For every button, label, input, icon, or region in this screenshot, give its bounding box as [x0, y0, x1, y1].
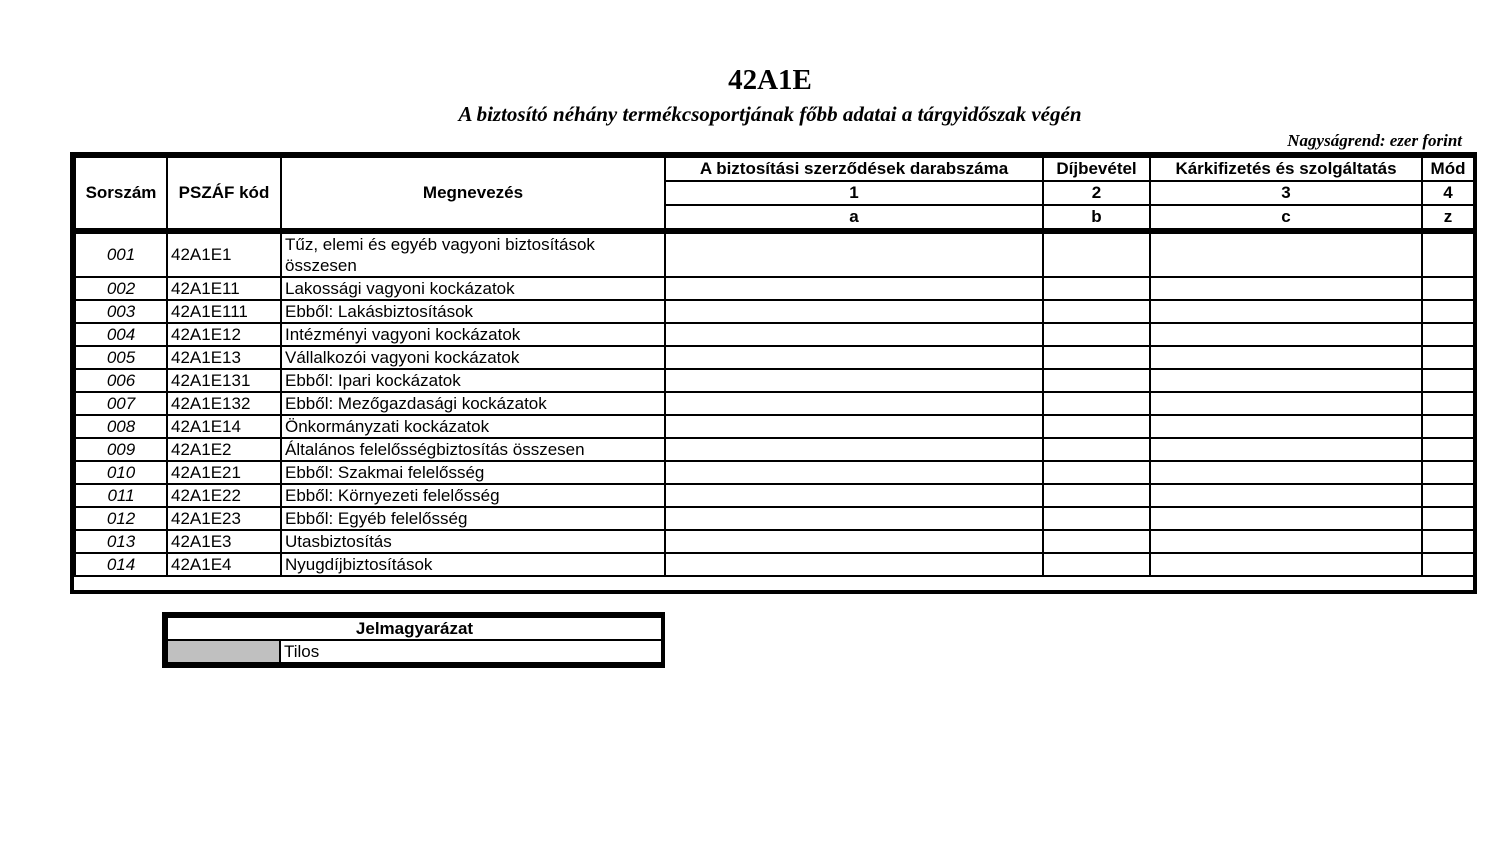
- input-cell-a[interactable]: [665, 461, 1043, 484]
- input-cell-c[interactable]: [1150, 392, 1422, 415]
- row-pszaf-code: 42A1E3: [167, 530, 281, 553]
- input-cell-a[interactable]: [665, 438, 1043, 461]
- row-number: 007: [75, 392, 167, 415]
- header-row-1: [75, 157, 1474, 181]
- row-number: 010: [75, 461, 167, 484]
- input-cell-z[interactable]: [1422, 392, 1474, 415]
- input-cell-a[interactable]: [665, 507, 1043, 530]
- table-row: [75, 346, 1474, 369]
- row-pszaf-code: 42A1E4: [167, 553, 281, 576]
- row-label: Ebből: Lakásbiztosítások: [281, 300, 665, 323]
- row-pszaf-code: 42A1E1: [167, 233, 281, 277]
- input-cell-a[interactable]: [665, 484, 1043, 507]
- row-number: 008: [75, 415, 167, 438]
- input-cell-z[interactable]: [1422, 415, 1474, 438]
- input-cell-a[interactable]: [665, 323, 1043, 346]
- header-col-3-letter: c: [1150, 205, 1422, 229]
- row-number: 003: [75, 300, 167, 323]
- table-row: [75, 438, 1474, 461]
- row-number: 013: [75, 530, 167, 553]
- input-cell-z[interactable]: [1422, 530, 1474, 553]
- input-cell-z[interactable]: [1422, 484, 1474, 507]
- header-col-2: Díjbevétel: [1043, 157, 1150, 181]
- input-cell-c[interactable]: [1150, 530, 1422, 553]
- input-cell-b[interactable]: [1043, 346, 1150, 369]
- input-cell-b[interactable]: [1043, 300, 1150, 323]
- row-pszaf-code: 42A1E131: [167, 369, 281, 392]
- input-cell-a[interactable]: [665, 346, 1043, 369]
- row-pszaf-code: 42A1E23: [167, 507, 281, 530]
- row-label: Intézményi vagyoni kockázatok: [281, 323, 665, 346]
- data-table-frame: [70, 152, 1477, 594]
- table-row: [75, 484, 1474, 507]
- legend-swatch-tilos: [167, 640, 280, 663]
- table-row: [75, 369, 1474, 392]
- header-sorszam: Sorszám: [75, 157, 167, 229]
- input-cell-c[interactable]: [1150, 300, 1422, 323]
- input-cell-z[interactable]: [1422, 277, 1474, 300]
- row-pszaf-code: 42A1E12: [167, 323, 281, 346]
- input-cell-b[interactable]: [1043, 392, 1150, 415]
- row-label: Ebből: Szakmai felelősség: [281, 461, 665, 484]
- input-cell-a[interactable]: [665, 392, 1043, 415]
- input-cell-c[interactable]: [1150, 461, 1422, 484]
- header-col-4-letter: z: [1422, 205, 1474, 229]
- row-number: 001: [75, 233, 167, 277]
- legend-box: [162, 612, 665, 668]
- row-number: 002: [75, 277, 167, 300]
- input-cell-a[interactable]: [665, 277, 1043, 300]
- table-row: [75, 300, 1474, 323]
- legend-title: Jelmagyarázat: [167, 617, 662, 640]
- row-label: Ebből: Környezeti felelősség: [281, 484, 665, 507]
- input-cell-z[interactable]: [1422, 233, 1474, 277]
- header-col-1-num: 1: [665, 181, 1043, 205]
- header-col-3: Kárkifizetés és szolgáltatás: [1150, 157, 1422, 181]
- row-pszaf-code: 42A1E11: [167, 277, 281, 300]
- row-pszaf-code: 42A1E132: [167, 392, 281, 415]
- row-pszaf-code: 42A1E13: [167, 346, 281, 369]
- row-label: Ebből: Ipari kockázatok: [281, 369, 665, 392]
- input-cell-z[interactable]: [1422, 346, 1474, 369]
- row-number: 005: [75, 346, 167, 369]
- input-cell-z[interactable]: [1422, 369, 1474, 392]
- legend-table: [166, 616, 663, 664]
- header-col-1: A biztosítási szerződések darabszáma: [665, 157, 1043, 181]
- input-cell-c[interactable]: [1150, 553, 1422, 576]
- row-label: Ebből: Egyéb felelősség: [281, 507, 665, 530]
- input-cell-b[interactable]: [1043, 369, 1150, 392]
- input-cell-b[interactable]: [1043, 277, 1150, 300]
- row-label: Ebből: Mezőgazdasági kockázatok: [281, 392, 665, 415]
- row-label: Vállalkozói vagyoni kockázatok: [281, 346, 665, 369]
- input-cell-b[interactable]: [1043, 323, 1150, 346]
- input-cell-b[interactable]: [1043, 415, 1150, 438]
- row-label: Önkormányzati kockázatok: [281, 415, 665, 438]
- input-cell-z[interactable]: [1422, 507, 1474, 530]
- input-cell-b[interactable]: [1043, 507, 1150, 530]
- row-number: 006: [75, 369, 167, 392]
- row-number: 009: [75, 438, 167, 461]
- input-cell-a[interactable]: [665, 415, 1043, 438]
- table-row: [75, 530, 1474, 553]
- input-cell-z[interactable]: [1422, 323, 1474, 346]
- row-pszaf-code: 42A1E111: [167, 300, 281, 323]
- row-pszaf-code: 42A1E2: [167, 438, 281, 461]
- input-cell-c[interactable]: [1150, 346, 1422, 369]
- input-cell-b[interactable]: [1043, 530, 1150, 553]
- input-cell-b[interactable]: [1043, 553, 1150, 576]
- header-col-4: Mód: [1422, 157, 1474, 181]
- input-cell-c[interactable]: [1150, 484, 1422, 507]
- input-cell-a[interactable]: [665, 300, 1043, 323]
- header-pszaf-kod: PSZÁF kód: [167, 157, 281, 229]
- input-cell-a[interactable]: [665, 530, 1043, 553]
- header-col-2-letter: b: [1043, 205, 1150, 229]
- unit-note: Nagyságrend: ezer forint: [1287, 131, 1462, 150]
- input-cell-z[interactable]: [1422, 438, 1474, 461]
- header-col-4-num: 4: [1422, 181, 1474, 205]
- input-cell-c[interactable]: [1150, 415, 1422, 438]
- table-row: [75, 461, 1474, 484]
- row-pszaf-code: 42A1E22: [167, 484, 281, 507]
- table-row: [75, 415, 1474, 438]
- header-megnevezes: Megnevezés: [281, 157, 665, 229]
- input-cell-b[interactable]: [1043, 438, 1150, 461]
- row-label: Lakossági vagyoni kockázatok: [281, 277, 665, 300]
- input-cell-c[interactable]: [1150, 323, 1422, 346]
- input-cell-z[interactable]: [1422, 461, 1474, 484]
- row-number: 011: [75, 484, 167, 507]
- input-cell-c[interactable]: [1150, 233, 1422, 277]
- row-label: Utasbiztosítás: [281, 530, 665, 553]
- row-pszaf-code: 42A1E21: [167, 461, 281, 484]
- input-cell-a[interactable]: [665, 369, 1043, 392]
- legend-label-tilos: Tilos: [280, 640, 662, 663]
- input-cell-c[interactable]: [1150, 507, 1422, 530]
- header-col-1-letter: a: [665, 205, 1043, 229]
- table-row: [75, 323, 1474, 346]
- page-subtitle: A biztosító néhány termékcsoportjának főbb adatai a tárgyidőszak végén: [458, 102, 1082, 126]
- input-cell-b[interactable]: [1043, 233, 1150, 277]
- page-title: 42A1E: [728, 64, 812, 96]
- row-number: 004: [75, 323, 167, 346]
- input-cell-c[interactable]: [1150, 369, 1422, 392]
- row-number: 012: [75, 507, 167, 530]
- input-cell-b[interactable]: [1043, 484, 1150, 507]
- row-pszaf-code: 42A1E14: [167, 415, 281, 438]
- input-cell-c[interactable]: [1150, 438, 1422, 461]
- input-cell-a[interactable]: [665, 233, 1043, 277]
- input-cell-c[interactable]: [1150, 277, 1422, 300]
- input-cell-z[interactable]: [1422, 553, 1474, 576]
- header-col-3-num: 3: [1150, 181, 1422, 205]
- row-label: Általános felelősségbiztosítás összesen: [281, 438, 665, 461]
- table-row: [75, 392, 1474, 415]
- row-number: 014: [75, 553, 167, 576]
- input-cell-z[interactable]: [1422, 300, 1474, 323]
- table-row: [75, 507, 1474, 530]
- data-table: [74, 156, 1475, 577]
- table-row: [75, 277, 1474, 300]
- input-cell-a[interactable]: [665, 553, 1043, 576]
- table-row: [75, 233, 1474, 277]
- row-label: Nyugdíjbiztosítások: [281, 553, 665, 576]
- row-label: Tűz, elemi és egyéb vagyoni biztosítások összesen: [281, 233, 665, 277]
- input-cell-b[interactable]: [1043, 461, 1150, 484]
- table-row: [75, 553, 1474, 576]
- header-col-2-num: 2: [1043, 181, 1150, 205]
